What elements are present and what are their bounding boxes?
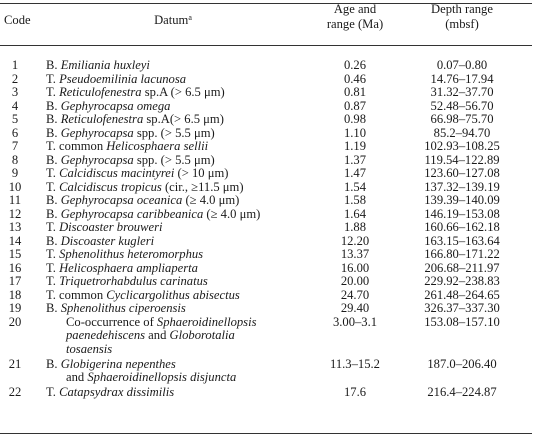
cell-datum — [46, 100, 170, 112]
header-datum-footnote-mark: a — [188, 13, 192, 22]
cell-depth: 0.07–0.80 — [436, 58, 488, 72]
cell-depth: 206.68–211.97 — [424, 260, 500, 275]
cell-age: 0.26 — [343, 58, 367, 72]
cell-code: 21 — [8, 356, 22, 371]
cell-depth: 153.08–157.10 — [424, 314, 500, 329]
cell-age: 0.46 — [343, 71, 367, 86]
cell-datum — [46, 262, 198, 274]
cell-datum — [46, 154, 215, 166]
cell-depth: 139.39–140.09 — [424, 193, 500, 207]
cell-age: 12.20 — [340, 233, 370, 248]
table-header-rule — [0, 45, 532, 46]
cell-datum — [46, 248, 203, 260]
datum-taxon: Gephyrocapsa — [60, 152, 134, 167]
cell-code: 2 — [11, 71, 19, 86]
cell-depth: 166.80–171.22 — [424, 247, 500, 261]
header-datum — [88, 13, 258, 28]
table-row — [0, 127, 536, 139]
datum-prefix: B. — [46, 206, 61, 221]
datum-prefix: T. — [46, 385, 60, 399]
cell-depth: 326.37–337.30 — [424, 301, 500, 315]
table-row — [0, 140, 536, 152]
table-row — [0, 248, 536, 260]
datum-prefix: T. — [46, 274, 60, 288]
cell-datum — [46, 59, 150, 71]
datum-taxon: Calcidiscus macintyrei — [59, 166, 175, 180]
datum-suffix: (≥ 4.0 μm) — [182, 193, 240, 207]
cell-datum — [46, 127, 215, 139]
cell-code: 4 — [11, 98, 19, 113]
datum-taxon: Helicosphaera ampliaperta — [59, 260, 198, 275]
cell-datum — [46, 386, 174, 398]
cell-datum — [46, 113, 224, 125]
cell-datum — [46, 194, 239, 206]
cell-depth: 216.4–224.87 — [427, 385, 497, 399]
datum-suffix: sp.A(> 6.5 μm) — [143, 112, 224, 126]
cell-age: 1.10 — [343, 125, 367, 140]
datum-taxon: Sphenolithus heteromorphus — [59, 247, 204, 261]
table-row — [0, 86, 536, 98]
cell-datum — [46, 235, 154, 247]
table-row — [0, 386, 536, 398]
cell-datum — [46, 316, 257, 328]
cell-depth: 14.76–17.94 — [430, 71, 494, 86]
cell-depth: 123.60–127.08 — [424, 166, 500, 180]
datum-suffix: spp. (> 5.5 μm) — [133, 152, 215, 167]
datum-suffix: (≥ 4.0 μm) — [203, 206, 261, 221]
cell-code: 12 — [8, 206, 22, 221]
datum-prefix: B. — [46, 152, 61, 167]
table-row — [0, 59, 536, 71]
cell-age: 17.6 — [343, 385, 367, 399]
cell-depth: 160.66–162.18 — [424, 220, 500, 234]
cell-code: 10 — [8, 179, 22, 194]
table-row — [0, 113, 536, 125]
datum-taxon: Discoaster brouweri — [59, 220, 163, 234]
cell-datum — [46, 181, 244, 193]
cell-datum — [46, 289, 240, 301]
datum-taxon: Sphaeroidinellopsis disjuncta — [87, 370, 237, 384]
datum-prefix: B. — [46, 112, 61, 126]
cell-datum — [46, 302, 186, 314]
cell-datum — [46, 221, 163, 233]
datum-suffix: and — [145, 328, 170, 342]
cell-age: 1.64 — [343, 206, 367, 221]
datum-suffix: spp. (> 5.5 μm) — [133, 125, 215, 140]
cell-age: 29.40 — [340, 301, 370, 315]
cell-code: 1 — [11, 58, 19, 72]
cell-code: 8 — [11, 152, 19, 167]
cell-datum — [46, 343, 112, 355]
datum-prefix: T. common — [46, 139, 107, 153]
header-depth — [407, 2, 517, 32]
datum-prefix: T. — [46, 260, 60, 275]
cell-code: 14 — [8, 233, 22, 248]
cell-age: 0.81 — [343, 85, 367, 99]
datum-prefix: T. — [46, 85, 60, 99]
cell-age: 13.37 — [340, 247, 370, 261]
table-row — [0, 73, 536, 85]
cell-age: 24.70 — [340, 287, 370, 302]
cell-age: 1.47 — [343, 166, 367, 180]
cell-age: 0.98 — [343, 112, 367, 126]
cell-depth: 163.15–163.64 — [424, 233, 500, 248]
datum-suffix: (> 10 μm) — [174, 166, 229, 180]
cell-age: 1.54 — [343, 179, 367, 194]
datum-prefix: Co-occurrence of — [66, 314, 157, 329]
header-depth-line1: Depth range — [431, 2, 493, 16]
cell-code: 15 — [8, 247, 22, 261]
datum-taxon: Catapsydrax dissimilis — [59, 385, 175, 399]
cell-code: 11 — [8, 193, 22, 207]
datum-prefix: T. — [46, 71, 60, 86]
header-age-line2: range (Ma) — [326, 17, 384, 31]
datum-taxon: Gephyrocapsa oceanica — [60, 193, 183, 207]
cell-depth: 137.32–139.19 — [424, 179, 500, 194]
cell-age: 1.58 — [343, 193, 367, 207]
datum-prefix: T. — [46, 166, 60, 180]
datum-prefix: T. — [46, 247, 60, 261]
header-age — [315, 2, 395, 32]
cell-code: 16 — [8, 260, 22, 275]
header-depth-line2: (mbsf) — [445, 17, 479, 31]
datum-prefix: B. — [46, 301, 61, 315]
cell-age: 1.37 — [343, 152, 367, 167]
datum-taxon: tosaensis — [66, 341, 113, 356]
cell-age: 1.19 — [343, 139, 367, 153]
cell-depth: 31.32–37.70 — [430, 85, 494, 99]
cell-datum — [46, 208, 260, 220]
datum-taxon: Globigerina nepenthes — [60, 356, 176, 371]
datum-taxon: Reticulofenestra — [60, 112, 144, 126]
table-row — [0, 181, 536, 193]
datum-suffix: (cir., ≥11.5 μm) — [161, 179, 244, 194]
table-row — [0, 235, 536, 247]
datum-taxon: Gephyrocapsa — [60, 125, 134, 140]
cell-code: 17 — [8, 274, 22, 288]
cell-code: 5 — [11, 112, 19, 126]
cell-depth: 52.48–56.70 — [430, 98, 494, 113]
cell-depth: 119.54–122.89 — [424, 152, 500, 167]
cell-datum — [46, 371, 236, 383]
cell-datum — [46, 86, 225, 98]
header-code: Code — [4, 13, 31, 27]
datum-taxon: Gephyrocapsa omega — [60, 98, 171, 113]
datum-prefix: and — [66, 370, 88, 384]
cell-depth: 261.48–264.65 — [424, 287, 500, 302]
cell-depth: 66.98–75.70 — [430, 112, 494, 126]
datum-prefix: B. — [46, 58, 61, 72]
cell-datum — [46, 329, 235, 341]
datum-prefix: B. — [46, 193, 61, 207]
header-age-line1: Age and — [333, 2, 377, 16]
datum-taxon: paenedehiscens — [66, 328, 146, 342]
table-row — [0, 208, 536, 220]
cell-code: 7 — [11, 139, 19, 153]
cell-datum — [46, 358, 176, 370]
cell-datum — [46, 140, 208, 152]
header-datum-label: Datum — [154, 13, 189, 27]
datum-taxon: Cyclicargolithus abisectus — [106, 287, 240, 302]
table-row — [0, 302, 536, 314]
datum-prefix: B. — [46, 356, 61, 371]
cell-datum — [46, 167, 228, 179]
cell-age: 11.3–15.2 — [330, 356, 380, 371]
cell-datum — [46, 275, 208, 287]
table-row — [0, 314, 536, 356]
datum-taxon: Pseudoemilinia lacunosa — [59, 71, 187, 86]
table-bottom-rule — [0, 433, 532, 434]
datum-taxon: Gephyrocapsa caribbeanica — [60, 206, 204, 221]
cell-code: 18 — [8, 287, 22, 302]
table-row — [0, 356, 536, 384]
cell-code: 20 — [8, 314, 22, 329]
datum-prefix: B. — [46, 233, 61, 248]
datum-taxon: Calcidiscus tropicus — [59, 179, 162, 194]
table-row — [0, 221, 536, 233]
datum-taxon: Reticulofenestra — [59, 85, 142, 99]
datum-taxon: Sphaeroidinellopsis — [156, 314, 257, 329]
cell-code: 6 — [11, 125, 19, 140]
cell-depth: 85.2–94.70 — [433, 125, 491, 140]
cell-code: 19 — [8, 301, 22, 315]
table-row — [0, 275, 536, 287]
table-row — [0, 262, 536, 274]
cell-age: 1.88 — [343, 220, 367, 234]
datum-prefix: B. — [46, 98, 61, 113]
table-row — [0, 167, 536, 179]
datum-taxon: Triquetrorhabdulus carinatus — [59, 274, 208, 288]
cell-depth: 229.92–238.83 — [424, 274, 500, 288]
cell-age: 0.87 — [343, 98, 367, 113]
cell-code: 13 — [8, 220, 22, 234]
table-row — [0, 100, 536, 112]
cell-depth: 187.0–206.40 — [427, 356, 497, 371]
datum-prefix: T. — [46, 220, 60, 234]
cell-code: 22 — [8, 385, 22, 399]
table-row — [0, 289, 536, 301]
cell-age: 16.00 — [340, 260, 370, 275]
datum-taxon: Sphenolithus ciperoensis — [60, 301, 186, 315]
datum-taxon: Globorotalia — [169, 328, 235, 342]
datum-taxon: Helicosphaera sellii — [106, 139, 209, 153]
cell-code: 9 — [11, 166, 19, 180]
cell-age: 20.00 — [340, 274, 370, 288]
datum-taxon: Discoaster kugleri — [60, 233, 155, 248]
cell-depth: 102.93–108.25 — [424, 139, 500, 153]
datum-suffix: sp.A (> 6.5 μm) — [141, 85, 225, 99]
datum-prefix: T. common — [46, 287, 107, 302]
table-row — [0, 154, 536, 166]
datum-prefix: T. — [46, 179, 60, 194]
table-row — [0, 194, 536, 206]
datum-prefix: B. — [46, 125, 61, 140]
datum-taxon: Emiliania huxleyi — [60, 58, 150, 72]
cell-depth: 146.19–153.08 — [424, 206, 500, 221]
cell-datum — [46, 73, 186, 85]
cell-code: 3 — [11, 85, 19, 99]
cell-age: 3.00–3.1 — [332, 314, 378, 329]
